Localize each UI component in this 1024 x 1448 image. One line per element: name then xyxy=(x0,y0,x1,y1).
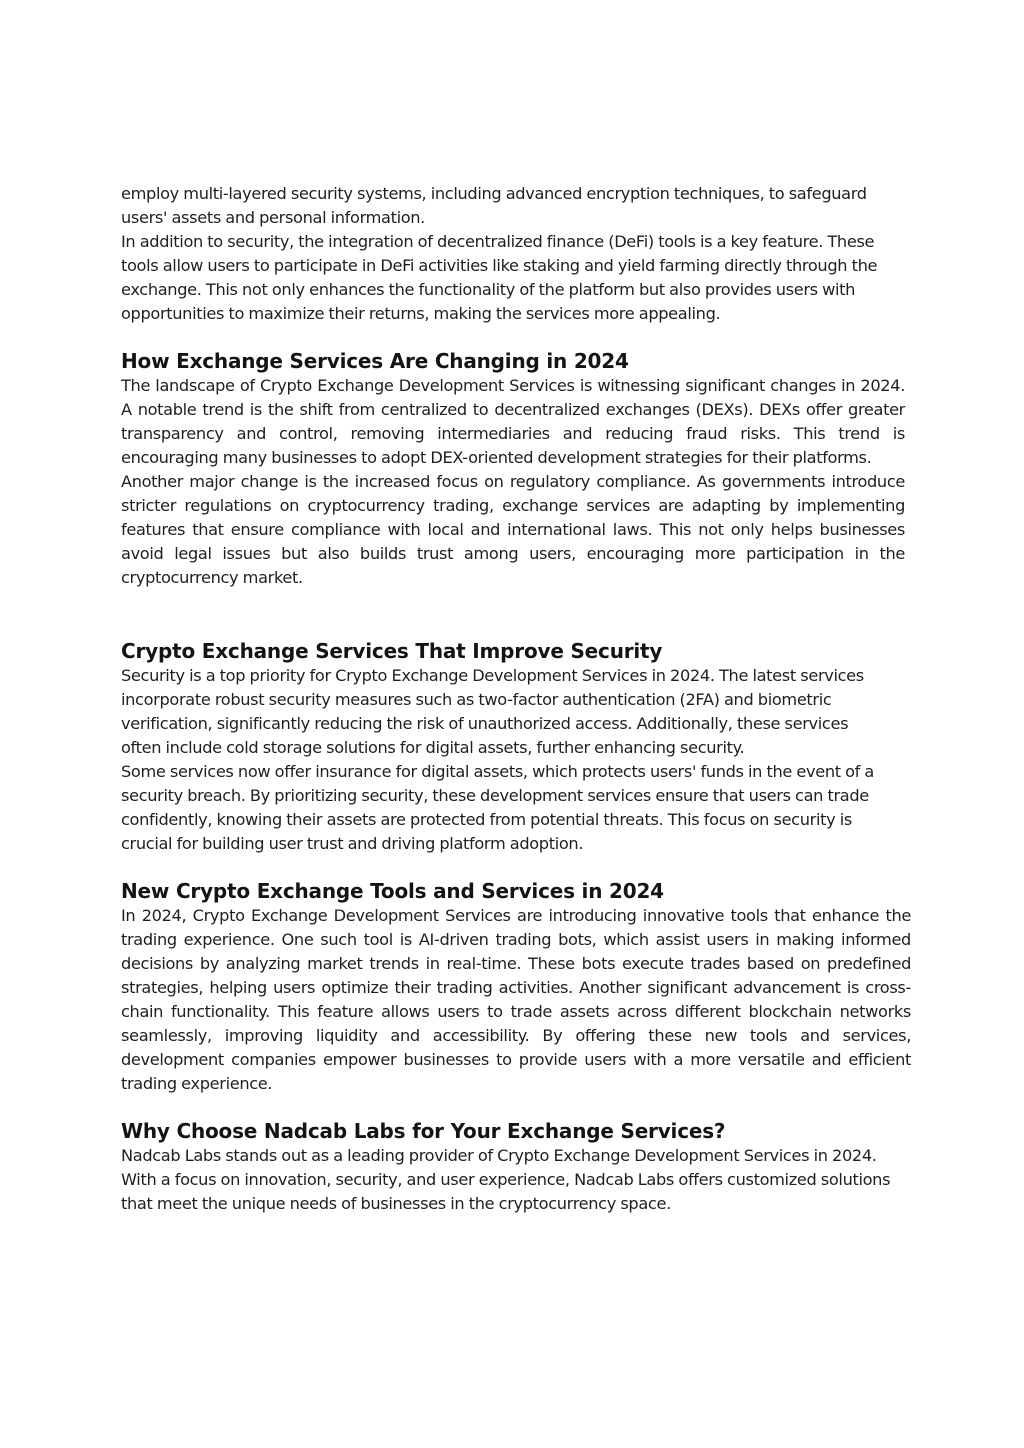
section-heading-exchange-changes: How Exchange Services Are Changing in 2024 xyxy=(121,349,629,373)
intro-paragraph-2: In addition to security, the integration of decentralized finance (DeFi) tools is a key feature. These tools allow users to participate in DeFi activities like staking and yield farming directly through the exchange. This not only enhances the functionality of the platform but also provides users with opportunities to maximize their returns, making the services more appealing. xyxy=(121,232,878,323)
section-3-paragraph-1: In 2024, Crypto Exchange Development Services are introducing innovative tools that enhance the trading experience. One such tool is AI-driven trading bots, which assist users in making informed decisions by analyzing market trends in real-time. These bots execute trades based on predefined strategies, helping users optimize their trading activities. Another significant advancement is cross-chain functionality. This feature allows users to trade assets across different blockchain networks seamlessly, improving liquidity and accessibility. By offering these new tools and services, development companies empower businesses to provide users with a more versatile and efficient trading experience. xyxy=(121,906,911,1093)
section-4-paragraph-1: Nadcab Labs stands out as a leading provider of Crypto Exchange Development Services in 2024. With a focus on innovation, security, and user experience, Nadcab Labs offers customized solutions that meet the unique needs of businesses in the cryptocurrency space. xyxy=(121,1146,891,1213)
section-1-paragraph-1: The landscape of Crypto Exchange Development Services is witnessing significant changes in 2024. A notable trend is the shift from centralized to decentralized exchanges (DEXs). DEXs offer greater transparency and control, removing intermediaries and reducing fraud risks. This trend is encouraging many businesses to adopt DEX-oriented development strategies for their platforms. xyxy=(121,376,905,467)
section-heading-why-nadcab: Why Choose Nadcab Labs for Your Exchange Services? xyxy=(121,1119,726,1143)
section-2-paragraph-1: Security is a top priority for Crypto Exchange Development Services in 2024. The latest services incorporate robust security measures such as two-factor authentication (2FA) and biometric verification, significantly reducing the risk of unauthorized access. Additionally, these services often include cold storage solutions for digital assets, further enhancing security. xyxy=(121,666,864,757)
document-page xyxy=(121,182,911,1216)
intro-paragraph-1: employ multi-layered security systems, including advanced encryption techniques, to safeguard users' assets and personal information. xyxy=(121,184,867,227)
section-heading-security: Crypto Exchange Services That Improve Security xyxy=(121,639,663,663)
section-1-paragraph-2: Another major change is the increased focus on regulatory compliance. As governments introduce stricter regulations on cryptocurrency trading, exchange services are adapting by implementing features that ensure compliance with local and international laws. This not only helps businesses avoid legal issues but also builds trust among users, encouraging more participation in the cryptocurrency market. xyxy=(121,472,905,587)
section-heading-new-tools: New Crypto Exchange Tools and Services in 2024 xyxy=(121,879,664,903)
section-2-paragraph-2: Some services now offer insurance for digital assets, which protects users' funds in the event of a security breach. By prioritizing security, these development services ensure that users can trade confidently, knowing their assets are protected from potential threats. This focus on security is crucial for building user trust and driving platform adoption. xyxy=(121,762,874,853)
